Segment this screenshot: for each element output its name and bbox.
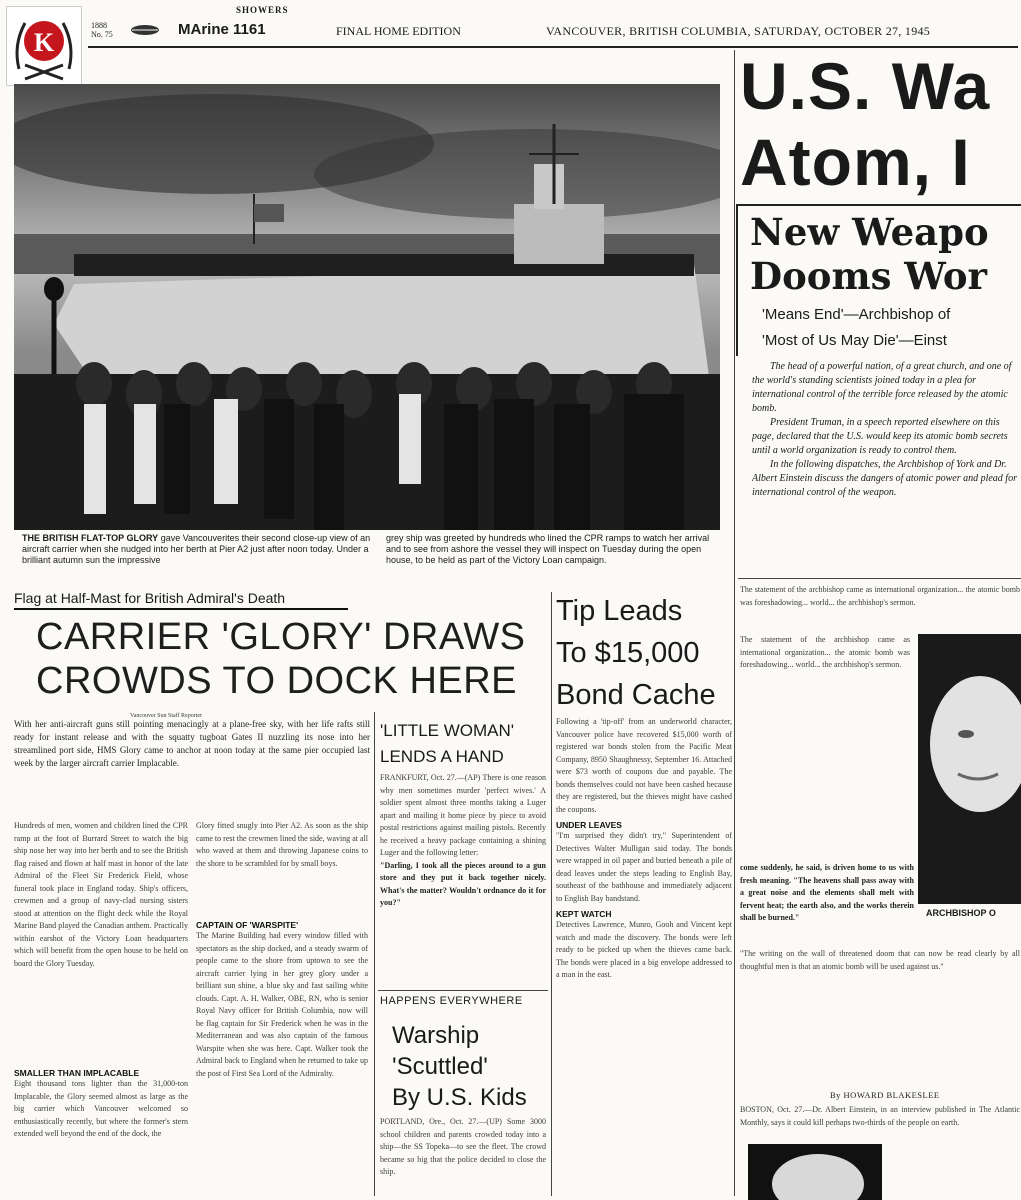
glory-col-b-text2: The Marine Building had every window filled with spectators as the ship docked, and a steady swarm of people came to the shore from uptown to see the aircraft carrier lying in her grey glory under a brilliant sun shine, a blue sky and fast sailing white clouds. Capt. A. H. Walker, OBE, RN, who is senior Royal Navy officer for British Columbia, now will be flag captain for Sir Frederick when he was in the Mediterranean and was also captain of the famous Warspite when she was here. Capt. Walker took the Admiral back to England when he returned to take up the post of First Sea Lord of the Admiralty. xyxy=(196,931,368,1078)
lead-banner-line2: Atom, I xyxy=(740,125,971,199)
little-woman-text: FRANKFURT, Oct. 27.—(AP) There is one reason why men sometimes murder 'perfect wives.' A soldier spent almost three months taking a Luger apart and mailing it home piece by piece to avoid postal restrictions against mailing pistols. Recently he received a heavy package containing a shining Luger and the following letter: xyxy=(380,773,546,857)
tip-text3: Detectives Lawrence, Munro, Gooh and Vincent kept watch and made the discovery. The bonds were left ready to be picked up when the thieves came back. The bonds were placed in a big envelope addressed to a man in the east. xyxy=(556,920,732,979)
glory-byline: Vancouver Sun Staff Reporter xyxy=(130,713,203,719)
glory-kicker: Flag at Half-Mast for British Admiral's Death xyxy=(14,590,348,610)
warship-text: PORTLAND, Ore., Oct. 27.—(UP) Some 3000 school children and parents crowded today into a ship—the SS Topeka—to see the fleet. The crowd became so big that the police decided to close the ship. xyxy=(380,1117,546,1176)
warship-headline-line2: 'Scuttled' xyxy=(392,1053,488,1080)
tip-headline xyxy=(556,590,716,716)
glory-column-b xyxy=(196,820,368,1196)
lead-banner-line1: U.S. Wa xyxy=(740,49,991,123)
glory-col-b-subhead: CAPTAIN OF 'WARSPITE' xyxy=(196,920,299,930)
lead-intro-1: The head of a powerful nation, of a great church, and one of the world's standing scientists joined today in a plea for international control of the terrible force released by the atomic bomb. xyxy=(752,361,1012,414)
lead-subheads xyxy=(762,302,950,354)
tip-headline-line3: Bond Cache xyxy=(556,679,716,711)
glory-col-a-subhead: SMALLER THAN IMPLACABLE xyxy=(14,1068,140,1078)
glory-column-a xyxy=(14,820,188,1196)
lead-intro-block xyxy=(752,360,1018,578)
glory-headline xyxy=(36,615,526,703)
little-woman-headline-line1: 'LITTLE WOMAN' xyxy=(380,721,514,740)
glory-col-b-text: Glory fitted snugly into Pier A2. As soon as the ship came to rest the crewmen lined the side, waving at all who waved at them and throwing Japanese coins to the shore to be scrambled for by small boys. xyxy=(196,821,368,868)
lead-quote-2: "The writing on the wall of threatened doom that can now be read clearly by all thoughtful men is that an atomic bomb will be used against us." xyxy=(740,949,1020,971)
einstein-text: BOSTON, Oct. 27.—Dr. Albert Einstein, in an interview published in The Atlantic Monthly, says it could kill perhaps two-thirds of the people on earth. xyxy=(740,1105,1020,1127)
tip-subhead: UNDER LEAVES xyxy=(556,820,622,830)
glory-lead-paragraph: With her anti-aircraft guns still pointing menacingly at a plane-free sky, with her life rafts still ready for instant release and with the squatty tugboat Gates II nuzzling its nose into her streamlined port side, HMS Glory came to anchor at noon today at the same pier occupied last week by the larger aircraft carrier Implacable. xyxy=(14,719,370,768)
caption-text: gave Vancouverites their second close-up view of an aircraft carrier when she nudged into her berth at Pier A2 just after noon today. Under a brilliant autumn sun the impressive xyxy=(22,533,371,565)
glory-headline-line2: CROWDS TO DOCK HERE xyxy=(36,660,518,702)
lead-deck-line1: New Weapo xyxy=(750,210,989,254)
issue-number: 1888 No. 75 xyxy=(91,21,113,39)
portrait-caption: ARCHBISHOP O xyxy=(926,908,996,918)
little-woman-quote: "Darling, I took all the pieces around to a gun store and they put it back together nicely. What's the matter? Wouldn't ordnance do it for you?" xyxy=(380,860,546,907)
warship-kicker: HAPPENS EVERYWHERE xyxy=(380,995,523,1007)
archbishop-portrait xyxy=(918,634,1021,904)
aircraft-carrier-photo-icon xyxy=(14,84,720,530)
lead-subhead-1: 'Means End'—Archbishop of xyxy=(762,306,951,323)
column-rule-1 xyxy=(374,712,375,1196)
glory-headline-line1: CARRIER 'GLORY' DRAWS xyxy=(36,616,526,658)
lead-banner xyxy=(740,48,990,200)
tip-story xyxy=(556,716,732,1196)
little-woman-headline-line2: LENDS A HAND xyxy=(380,747,504,766)
tip-headline-line1: Tip Leads xyxy=(556,595,683,627)
lead-byline: By HOWARD BLAKESLEE xyxy=(830,1090,940,1100)
weather-label: SHOWERS xyxy=(236,5,289,15)
warship-headline-line3: By U.S. Kids xyxy=(392,1084,527,1111)
photo-caption-left xyxy=(22,533,372,566)
edition-label: FINAL HOME EDITION xyxy=(336,24,461,38)
publisher-logo xyxy=(6,6,82,86)
photo-caption-right: grey ship was greeted by hundreds who lined the CPR ramps to watch her arrival and to see from ashore the vessel they will inspect on Tuesday during the open house, to be held as part of the Victory Loan campaign. xyxy=(386,533,710,565)
little-woman-story xyxy=(380,772,546,986)
svg-text:K: K xyxy=(33,28,55,57)
warship-headline xyxy=(392,1020,527,1113)
lead-deck xyxy=(750,210,989,298)
column-rule-3 xyxy=(734,50,735,1196)
lead-intro-3: In the following dispatches, the Archbishop of York and Dr. Albert Einstein discuss the dangers of atomic power and plead for international control of the weapon. xyxy=(752,459,1017,498)
portrait-photo-icon-2 xyxy=(748,1144,882,1200)
warship-rule xyxy=(378,990,548,991)
glory-col-a-text2: Eight thousand tons lighter than the 31,000-ton Implacable, the Glory seemed almost as large as the big carrier which Vancouver welcomed so enthusiastically recently, but where the former's stern extended well beyond the end of the dock, the xyxy=(14,1079,188,1138)
glory-col-a-text: Hundreds of men, women and children lined the CPR ramp at the foot of Burrard Street to watch the big ship nose her way into her berth and to see the British flag raised and flown at half mast in honor of the late Admiral of the Fleet Sir Frederick Field, whose funeral took place in England today. Ship's officers, crewmen and a group of navy-clad nursing sisters stood at attention on the flight deck while the Royal Marine Band played the Canadian anthem. Practically within earshot of the Victory Loan headquarters which will benefit from the open house to be held on board the Glory Tuesday. xyxy=(14,821,188,968)
lead-rule xyxy=(738,578,1021,579)
tip-text: Following a 'tip-off' from an underworld character, Vancouver police have recovered $15,000 worth of registered war bonds stolen from the Pacific Meat Company, 8950 Shaughnessy, September 16. Attached were $73 worth of coupons due and payable. The bonds themselves could not have been cashed because they are registered, but the thieves might have cashed the coupons. xyxy=(556,717,732,814)
little-woman-headline xyxy=(380,718,514,770)
phone-number: MArine 1161 xyxy=(178,21,266,38)
einstein-portrait xyxy=(748,1144,882,1200)
tip-subhead2: KEPT WATCH xyxy=(556,909,612,919)
wings-icon xyxy=(130,23,160,41)
tip-headline-line2: To $15,000 xyxy=(556,637,700,669)
dateline: VANCOUVER, BRITISH COLUMBIA, SATURDAY, OCTOBER 27, 1945 xyxy=(546,24,931,38)
portrait-photo-icon xyxy=(918,634,1021,904)
tip-text2: "I'm surprised they didn't try," Superintendent of Detectives Walter Mulligan said today. The bonds were wrapped in oil paper and buried beneath a pile of dead leaves under the steps leading to English Bay, southeast of the bathhouse and immediately adjacent to English Bay bandstand. xyxy=(556,831,732,903)
logo-emblem-icon xyxy=(7,7,81,85)
carrier-photo xyxy=(14,84,720,530)
caption-lead-in: THE BRITISH FLAT-TOP GLORY xyxy=(22,533,159,543)
lead-intro-2: President Truman, in a speech reported elsewhere on this page, declared that the U.S. would keep its atomic bomb secrets until a world organization is ready to control them. xyxy=(752,417,1008,456)
masthead xyxy=(88,6,1018,48)
lead-column-filler: The statement of the archbishop came as international organization... the atomic bomb was foreshadowing... world... the archbishop's sermon. xyxy=(740,635,910,669)
lead-deck-line2: Dooms Wor xyxy=(750,254,988,298)
lead-subhead-2: 'Most of Us May Die'—Einst xyxy=(762,332,947,349)
lead-quote: come suddenly, he said, is driven home to us with fresh meaning. "The heavens shall pass away with a great noise and the elements shall melt with fervent heat; the earth also, and the works therein shall be burned." xyxy=(740,863,914,922)
column-rule-2 xyxy=(551,592,552,1196)
lead-column-text: The statement of the archbishop came as international organization... the atomic bomb was foreshadowing... world... the archbishop's sermon. xyxy=(740,585,1020,607)
warship-headline-line1: Warship xyxy=(392,1022,480,1049)
